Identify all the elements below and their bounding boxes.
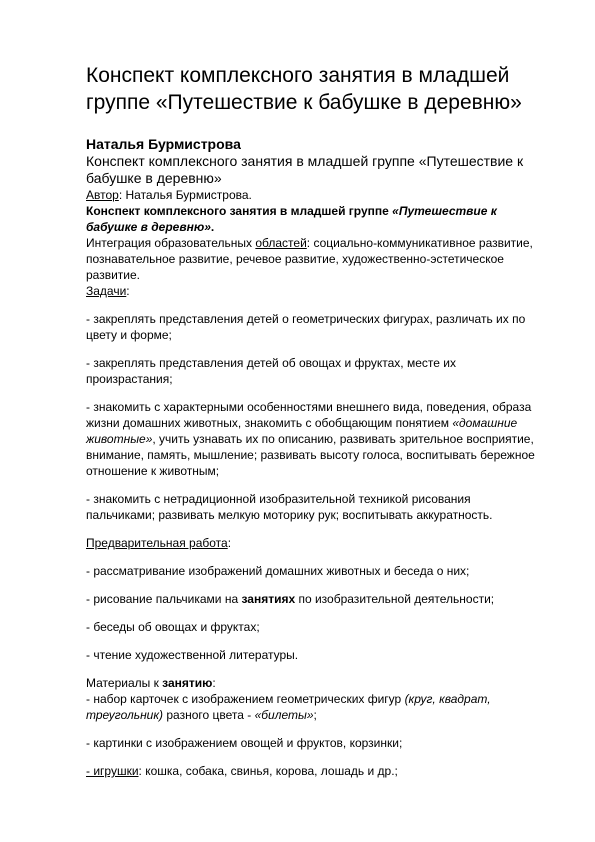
- task-item: - закреплять представления детей о геометрических фигурах, различать их по цвету и форме;: [86, 312, 526, 342]
- prep-item: - рассматривание изображений домашних животных и беседа о них;: [86, 564, 470, 578]
- toys-link[interactable]: - игрушки: [86, 764, 139, 778]
- author-line: Автор: Наталья Бурмистрова.: [86, 188, 252, 202]
- integration-paragraph: Интеграция образовательных областей: социально-коммуникативное развитие, познавательное развитие, речевое развитие, художественно-эстетическое развитие.: [86, 236, 533, 282]
- subtitle: Конспект комплексного занятия в младшей группе «Путешествие к бабушке в деревню»: [86, 153, 524, 186]
- author-link[interactable]: Автор: [86, 188, 119, 202]
- material-item: - картинки с изображением овощей и фруктов, корзинки;: [86, 736, 403, 750]
- prep-heading: Предварительная работа:: [86, 536, 232, 550]
- prep-link[interactable]: Предварительная работа: [86, 536, 228, 550]
- tasks-heading: Задачи:: [86, 284, 130, 298]
- prep-item: - рисование пальчиками на занятиях по изобразительной деятельности;: [86, 592, 495, 606]
- prep-item: - беседы об овощах и фруктах;: [86, 620, 260, 634]
- tasks-link[interactable]: Задачи: [86, 284, 127, 298]
- task-item: - знакомить с характерными особенностями внешнего вида, поведения, образа жизни домашних животных, знакомить с обобщающим понятием «домашние животные», учить узнавать их по описанию, развивать зрительное восприятие, внимание, память, мышление; развивать высоту голоса, воспитывать бережное отношение к животным;: [86, 400, 535, 478]
- task-item: - знакомить с нетрадиционной изобразительной техникой рисования пальчиками; развивать мелкую моторику рук; воспитывать аккуратность.: [86, 492, 493, 522]
- document-page: [86, 62, 536, 779]
- areas-link[interactable]: областей: [255, 236, 307, 250]
- prep-item: - чтение художественной литературы.: [86, 648, 299, 662]
- materials-heading: Материалы к занятию:: [86, 676, 216, 690]
- bold-heading-line: Конспект комплексного занятия в младшей группе «Путешествие к бабушке в деревню».: [86, 204, 497, 234]
- author-name: Наталья Бурмистрова: [86, 136, 241, 152]
- page-title: Конспект комплексного занятия в младшей группе «Путешествие к бабушке в деревню»: [86, 64, 522, 114]
- material-item: - игрушки: кошка, собака, свинья, корова, лошадь и др.;: [86, 764, 398, 778]
- task-item: - закреплять представления детей об овощах и фруктах, месте их произрастания;: [86, 356, 456, 386]
- material-item: - набор карточек с изображением геометрических фигур (круг, квадрат, треугольник) разного цвета - «билеты»;: [86, 692, 491, 722]
